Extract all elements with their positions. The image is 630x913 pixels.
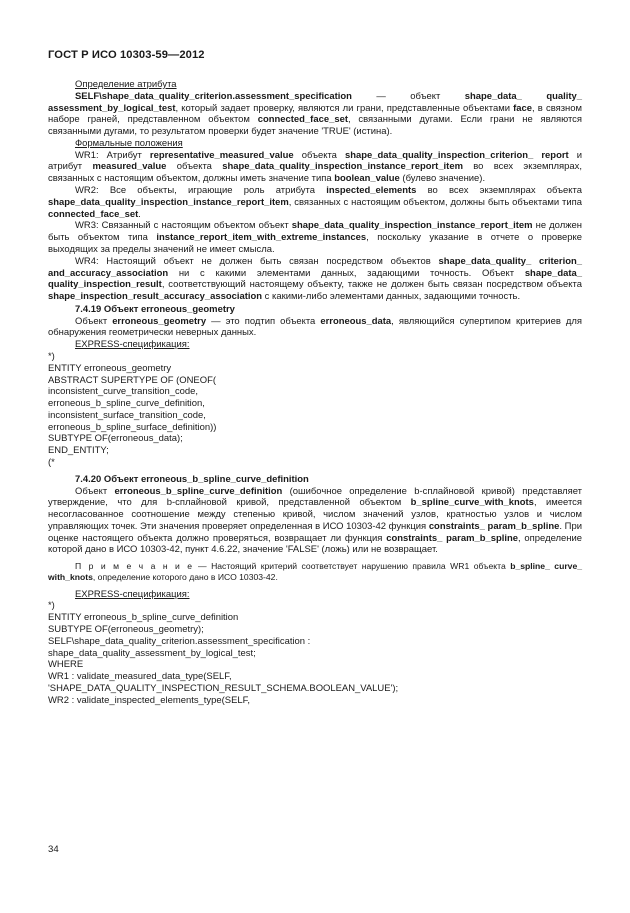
bold-term: connected_face_set (257, 114, 348, 126)
text-run: WR3: Связанный с настоящим объектом объект (75, 220, 292, 232)
paragraph (48, 185, 582, 220)
express-code-block (48, 600, 582, 706)
bold-term: shape_data_ quality_inspection_result (48, 267, 582, 291)
subheading (48, 589, 582, 601)
section-heading (48, 304, 582, 316)
text-run: WR4: Настоящий объект не должен быть связан посредством объектов (75, 255, 439, 267)
text-run: EXPRESS-спецификация: (75, 588, 190, 600)
text-run: , связанных с настоящим объектом, должны быть объектами типа (288, 196, 582, 208)
text-run: Объект (75, 315, 113, 327)
text-run: , соответствующий настоящему объекту, также не должен быть связан посредством объекта (161, 279, 582, 291)
paragraph (48, 486, 582, 557)
bold-term: shape_data_quality_inspection_instance_report_item (222, 161, 463, 173)
paragraph (48, 220, 582, 255)
document-body (48, 79, 582, 706)
bold-term: erroneous_data (320, 315, 392, 327)
bold-term: shape_data_quality_ criterion_ and_accuracy_association (48, 255, 583, 279)
page-header: ГОСТ Р ИСО 10303-59—2012 (48, 49, 205, 61)
subheading (48, 339, 582, 351)
text-run: во всех экземплярах объекта (416, 185, 582, 197)
text-run: объекта (293, 149, 346, 161)
text-run: с какими-либо элементами данных, задающими точность. (262, 291, 521, 303)
express-code-block (48, 351, 582, 469)
text-run: EXPRESS-спецификация: (75, 339, 190, 351)
text-run: WR2: Все объекты, играющие роль атрибута (75, 185, 327, 197)
text-run: WR1: Атрибут (75, 149, 150, 161)
bold-term: b_spline_ curve_ with_knots (48, 561, 583, 583)
text-run: (булево значение). (399, 173, 486, 185)
bold-term: erroneous_b_spline_curve_definition (114, 485, 283, 497)
paragraph (48, 91, 582, 138)
text-run: ни с какими элементами данных, задающими точность. Объект (168, 267, 525, 279)
bold-term: shape_data_ quality_ assessment_by_logical_test (48, 90, 582, 114)
text-run: . (138, 208, 141, 220)
section-heading (48, 474, 582, 486)
text-run: Формальные положения (75, 137, 183, 149)
bold-term: erroneous_geometry (112, 315, 207, 327)
text-run: во всех экземплярах, связанных с настоящим объектом, должны иметь значение типа (48, 161, 582, 185)
paragraph (48, 316, 582, 340)
text-run: — это подтип объекта (206, 315, 321, 327)
note-paragraph (48, 561, 582, 583)
bold-term: shape_data_quality_inspection_instance_report_item (291, 220, 533, 232)
text-run: и атрибут (48, 149, 583, 173)
text-run: , поскольку указание в отчете о проверке выходящих за пределы значений не имеет смысла. (48, 232, 582, 255)
bold-term: inspected_elements (326, 185, 417, 197)
bold-term: measured_value (92, 161, 167, 173)
bold-term: SELF\shape_data_quality_criterion.assessment_specification (75, 90, 352, 102)
text-run: , имеется несогласованное соотношение между степенью кривой, числом значений узлов, кратностью узлов и числом управляющих точек. Эти значения проверяет определенная в ИСО 10303-42 функция (48, 497, 583, 532)
bold-term: instance_report_item_with_extreme_instances (156, 232, 367, 244)
bold-term: face (513, 102, 533, 114)
text-run: , в связном наборе граней, представленном объектом (48, 102, 582, 126)
text-run: , являющийся супертипом критериев для обнаружения геометрически неверных данных. (48, 315, 583, 339)
text-run: . При оценке настоящего объекта должно проверяться, возвращает ли функция (48, 520, 582, 544)
text-run: *) ENTITY erroneous_geometry ABSTRACT SUPERTYPE OF (ONEOF( inconsistent_curve_transition_code, erroneous_b_spline_curve_definition, inconsistent_surface_transition_code, erroneous_b_spline_surface_definition)) SUBTYPE OF(erroneous_data); END_ENTITY; (* (48, 350, 217, 468)
text-run: П р и м е ч а н и е (75, 561, 194, 572)
text-run: , связанными дугами. Если грани не являются связанными дугами, то результатом проверки будет значение 'TRUE' (истина). (48, 114, 582, 138)
text-run: не должен быть объектом типа (48, 220, 582, 244)
bold-term: constraints_ param_b_spline (386, 532, 518, 544)
bold-term: shape_data_quality_inspection_instance_report_item (48, 196, 289, 208)
paragraph (48, 256, 582, 303)
bold-term: boolean_value (334, 173, 400, 185)
bold-term: b_spline_curve_with_knots (410, 497, 534, 509)
paragraph (48, 150, 582, 185)
text-run: *) ENTITY erroneous_b_spline_curve_definition SUBTYPE OF(erroneous_geometry); SELF\shape_data_quality_criterion.assessment_specification : shape_data_quality_assessment_by_logical_test; WHERE WR1 : validate_measured_data_type(SELF, 'SHAPE_DATA_QUALITY_INSPECTION_RESULT_SCHEMA.BOOLEAN_VALUE'); WR2 : validate_inspected_elements_type(SELF, (48, 600, 399, 706)
bold-term: 7.4.20 Объект erroneous_b_spline_curve_definition (75, 473, 309, 485)
bold-term: constraints_ param_b_spline (428, 520, 560, 532)
subheading (48, 79, 582, 91)
bold-term: representative_measured_value (149, 149, 294, 161)
subheading (48, 138, 582, 150)
text-run: — объект (351, 90, 465, 102)
text-run: Определение атрибута (75, 79, 177, 90)
text-run: , который задает проверку, являются ли грани, представленные объектами (175, 102, 514, 114)
text-run: , определение которой дано в ИСО 10303-42, пункт 4.6.22, значение 'FALSE' (ложь) или не возвращает. (48, 532, 583, 556)
bold-term: shape_inspection_result_accuracy_association (48, 291, 263, 303)
text-run: Объект (75, 485, 115, 497)
bold-term: 7.4.19 Объект erroneous_geometry (75, 303, 235, 315)
text-run: — Настоящий критерий соответствует нарушению правила WR1 объекта (193, 561, 511, 572)
page-number: 34 (48, 844, 59, 855)
bold-term: shape_data_quality_inspection_criterion_ report (345, 149, 569, 161)
text-run: объекта (166, 161, 223, 173)
text-run: (ошибочное определение b-сплайновой кривой) представляет утверждение, что для b-сплайновой кривой, представленной объектом (48, 485, 582, 509)
bold-term: connected_face_set (48, 208, 139, 220)
text-run: , определение которого дано в ИСО 10303-42. (92, 572, 278, 583)
